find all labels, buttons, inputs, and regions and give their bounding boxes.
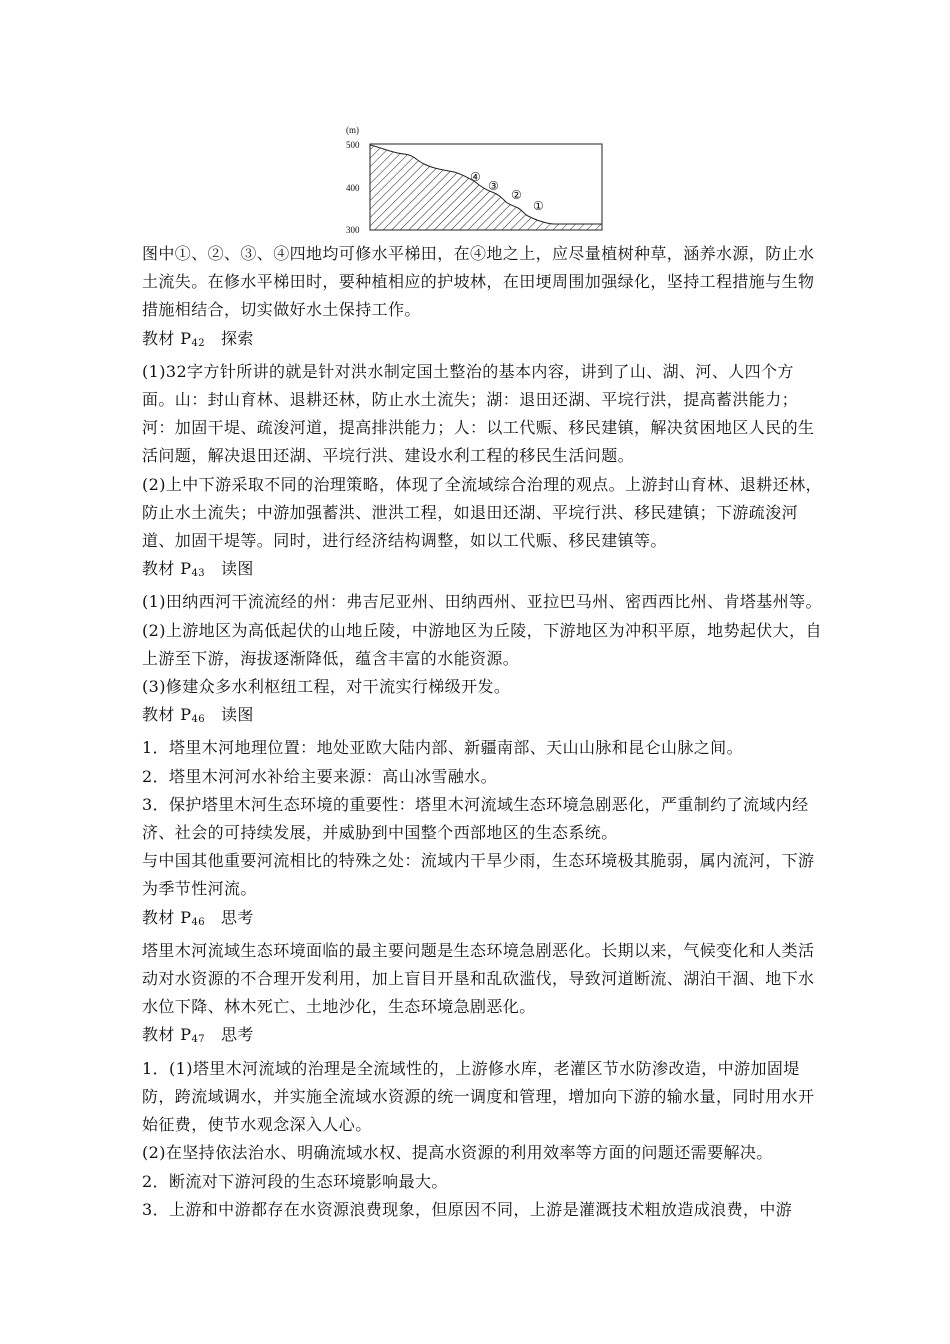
paragraph: 1．塔里木河地理位置：地处亚欧大陆内部、新疆南部、天山山脉和昆仑山脉之间。 <box>142 738 743 758</box>
paragraph: (2)上中下游采取不同的治理策略，体现了全流域综合治理的观点。上游封山育林、退耕还林，防止水土流失；中游加强蓄洪、泄洪工程，如退田还湖、平垸行洪、移民建镇；下游疏浚河道、加固干堤等。同时，进行经济结构调整，如以工代赈、移民建镇等。 <box>142 474 822 551</box>
terrain-profile-figure <box>336 124 608 236</box>
heading-label: 教材 P <box>142 1025 192 1045</box>
heading-label: 教材 P <box>142 907 192 927</box>
heading-topic: 思考 <box>220 907 254 927</box>
section-heading <box>142 904 822 937</box>
heading-label: 教材 P <box>142 705 192 725</box>
y-tick-300: 300 <box>346 225 360 235</box>
paragraph: 与中国其他重要河流相比的特殊之处：流域内干旱少雨，生态环境极其脆弱，属内流河，下游为季节性河流。 <box>142 851 815 899</box>
paragraph: 1．(1)塔里木河流域的治理是全流域性的，上游修水库，老灌区节水防渗改造，中游加固堤防，跨流域调水，并实施全流域水资源的统一调度和管理，增加向下游的输水量，同时用水开始征费，使节水观念深入人心。 <box>142 1058 815 1135</box>
heading-label: 教材 P <box>142 559 192 579</box>
point-label-3: ③ <box>488 179 499 193</box>
paragraph: (3)修建众多水利枢纽工程，对干流实行梯级开发。 <box>142 677 511 697</box>
point-label-4: ④ <box>470 170 481 184</box>
y-tick-500: 500 <box>346 140 360 150</box>
section-heading <box>142 325 822 358</box>
paragraph: (2)上游地区为高低起伏的山地丘陵，中游地区为丘陵，下游地区为冲积平原，地势起伏大，自上游至下游，海拔逐渐降低，蕴含丰富的水能资源。 <box>142 620 822 668</box>
y-tick-400: 400 <box>346 183 360 193</box>
section-heading <box>142 555 822 588</box>
heading-topic: 探索 <box>220 328 254 348</box>
paragraph: (2)在坚持依法治水、明确流域水权、提高水资源的利用效率等方面的问题还需要解决。 <box>142 1143 773 1163</box>
paragraph: (1)田纳西河干流流经的州：弗吉尼亚州、田纳西州、亚拉巴马州、密西西比州、肯塔基州等。 <box>142 592 822 612</box>
paragraph: 塔里木河流域生态环境面临的最主要问题是生态环境急剧恶化。长期以来，气候变化和人类活动对水资源的不合理开发利用，加上盲目开垦和乱砍滥伐，导致河道断流、湖泊干涸、地下水水位下降、林木死亡、土地沙化，生态环境急剧恶化。 <box>142 940 815 1017</box>
heading-page: 47 <box>191 1034 205 1046</box>
paragraph: 3．保护塔里木河生态环境的重要性：塔里木河流域生态环境急剧恶化，严重制约了流域内经济、社会的可持续发展，并威胁到中国整个西部地区的生态系统。 <box>142 794 809 843</box>
section-heading <box>142 701 822 734</box>
paragraph: 2．塔里木河河水补给主要来源：高山冰雪融水。 <box>142 766 497 786</box>
heading-label: 教材 P <box>142 328 192 348</box>
heading-topic: 思考 <box>220 1025 254 1045</box>
heading-page: 43 <box>191 568 205 580</box>
point-label-2: ② <box>511 188 522 202</box>
heading-page: 46 <box>191 714 205 726</box>
heading-topic: 读图 <box>220 559 254 579</box>
document-body <box>142 240 822 1224</box>
section-heading <box>142 1021 822 1054</box>
heading-page: 42 <box>191 337 205 349</box>
heading-page: 46 <box>191 916 205 928</box>
paragraph: 2．断流对下游河段的生态环境影响最大。 <box>142 1171 448 1191</box>
heading-topic: 读图 <box>220 705 254 725</box>
paragraph: 3．上游和中游都存在水资源浪费现象，但原因不同，上游是灌溉技术粗放造成浪费，中游 <box>142 1199 793 1219</box>
terrain-slope <box>370 145 602 230</box>
paragraph: (1)32字方针所讲的就是针对洪水制定国土整治的基本内容，讲到了山、湖、河、人四个方面。山：封山育林、退耕还林，防止水土流失；湖：退田还湖、平垸行洪，提高蓄洪能力；河：加固干堤、疏浚河道，提高排洪能力；人：以工代赈、移民建镇，解决贫困地区人民的生活问题，解决退田还湖、平垸行洪、建设水利工程的移民生活问题。 <box>142 361 815 466</box>
figure-caption-paragraph: 图中①、②、③、④四地均可修水平梯田，在④地之上，应尽量植树种草，涵养水源，防止水土流失。在修水平梯田时，要种植相应的护坡林，在田埂周围加强绿化，坚持工程措施与生物措施相结合，切实做好水土保持工作。 <box>142 244 815 320</box>
point-label-1: ① <box>533 199 544 213</box>
unit-label: (m) <box>346 125 359 135</box>
